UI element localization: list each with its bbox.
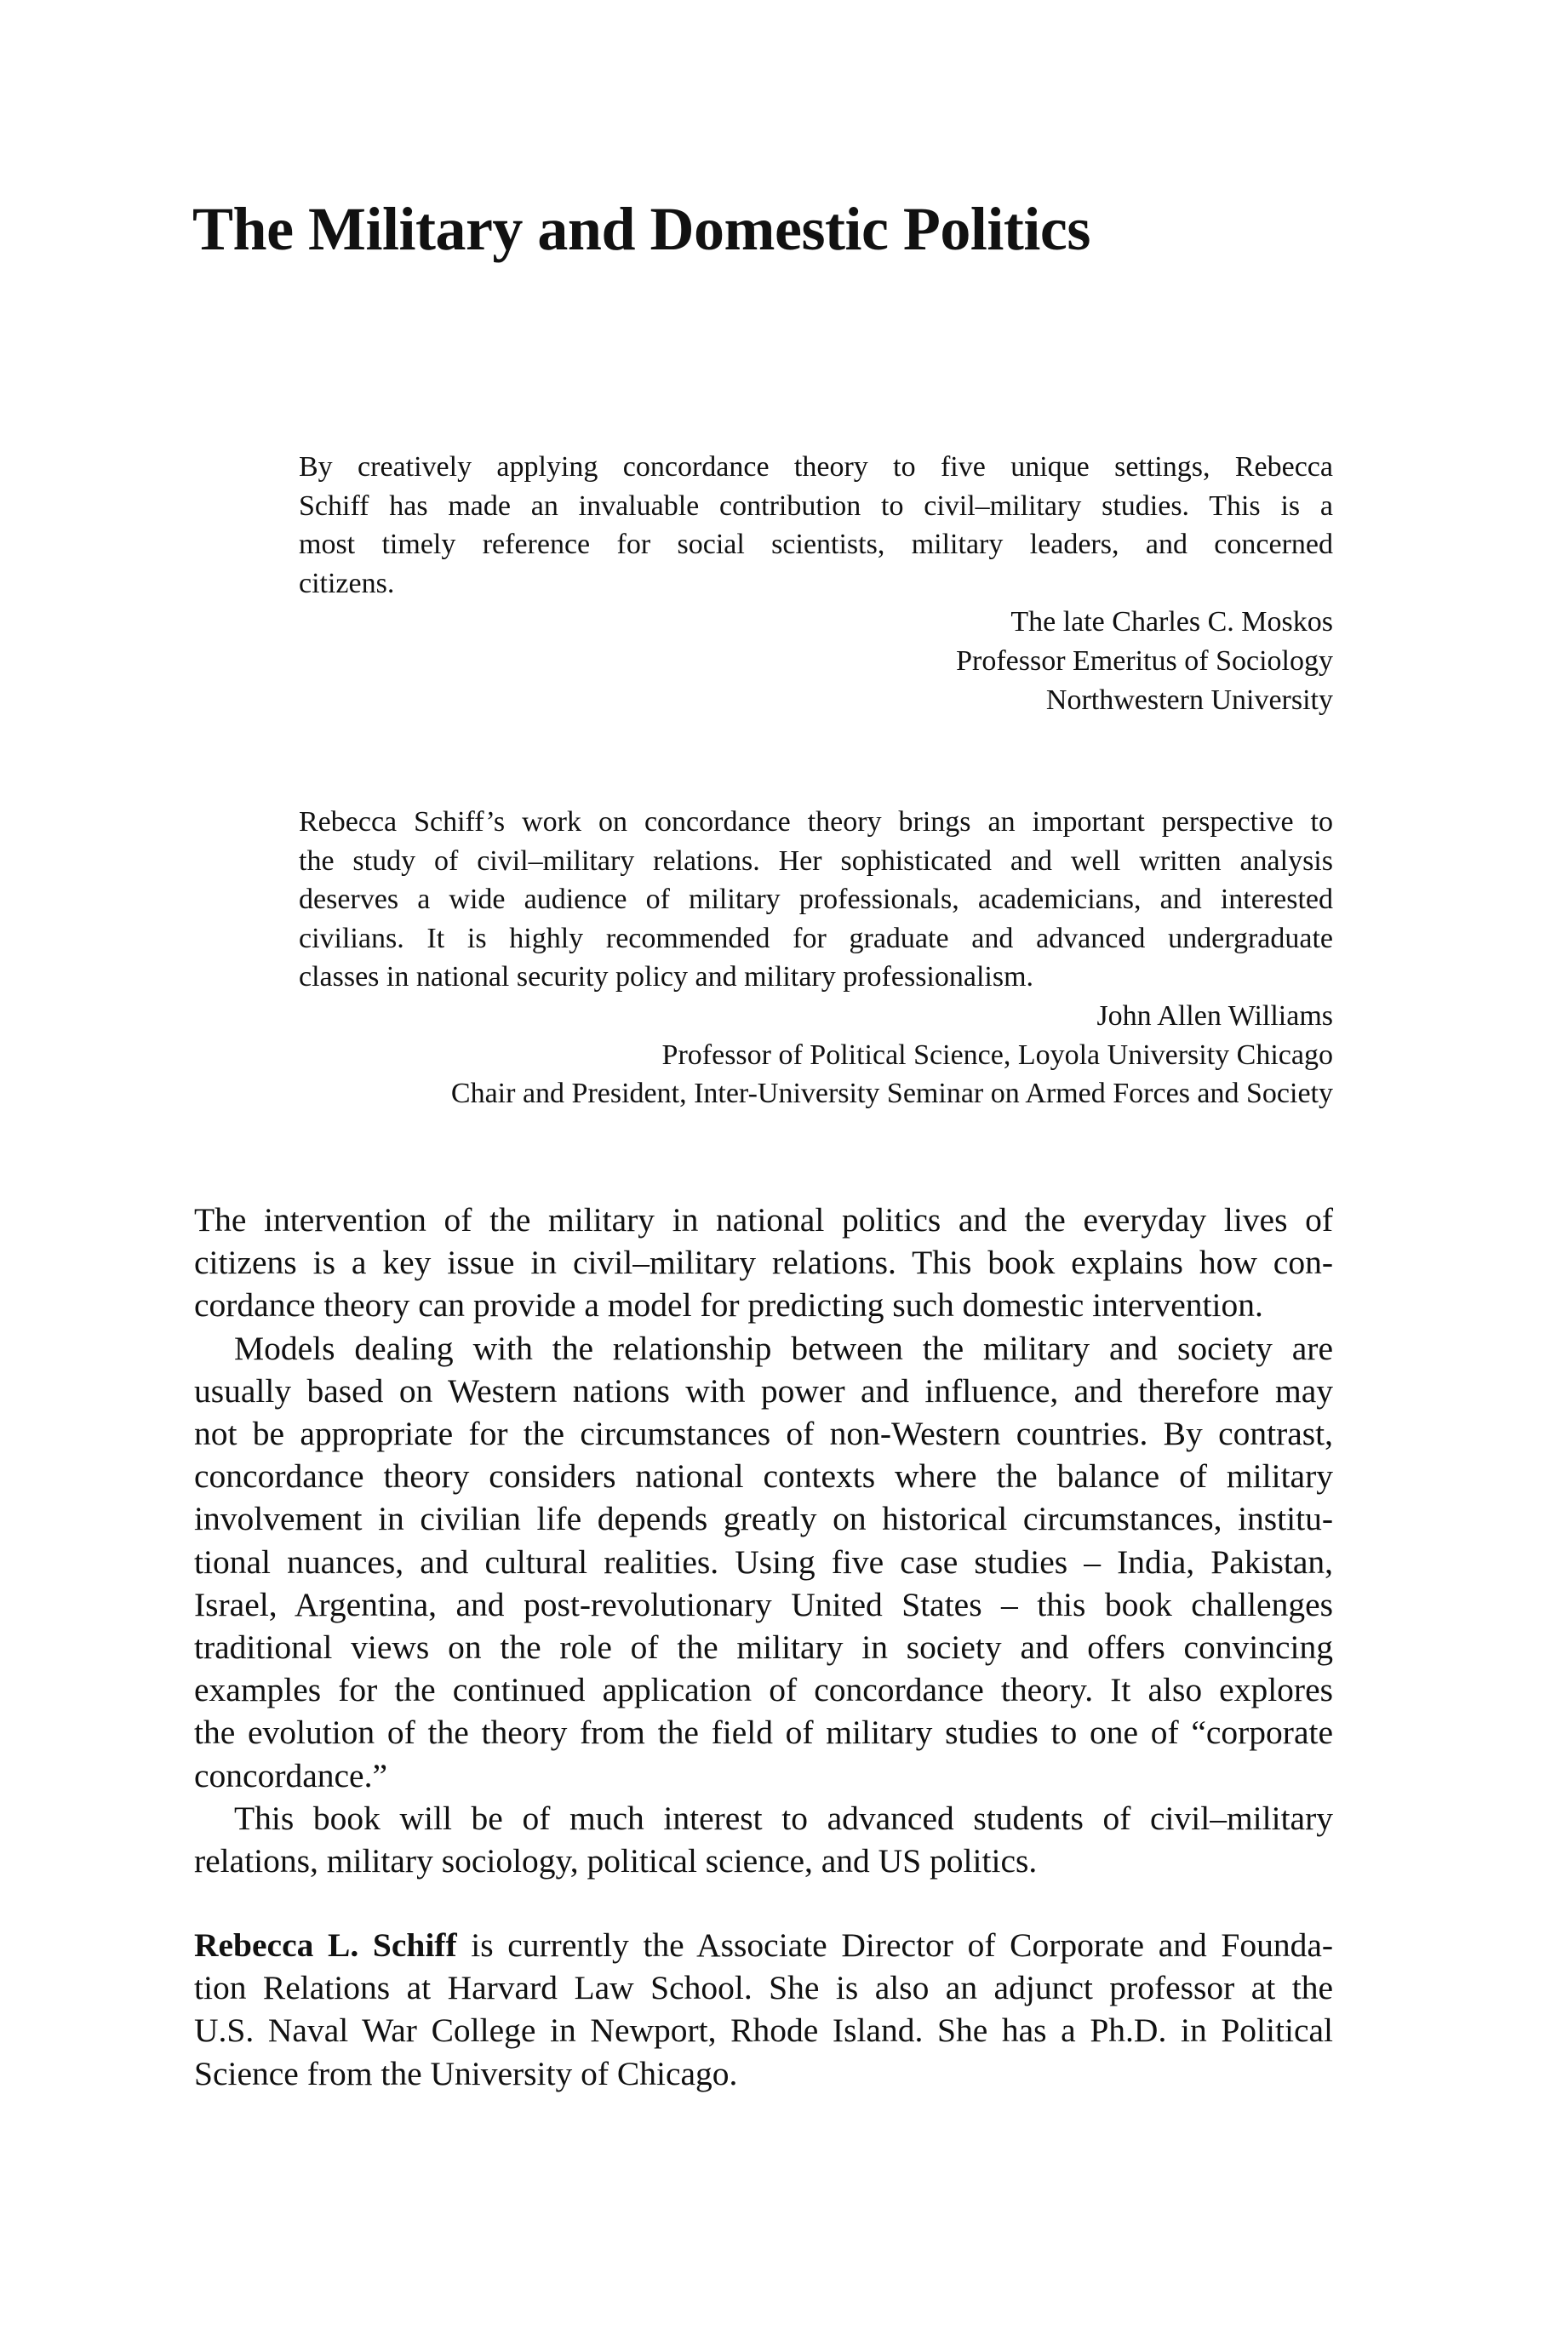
quote-line: deserves a wide audience of military professionals, academicians, and interested (299, 884, 1333, 916)
quote-line: most timely reference for social scientists, military leaders, and concerned (299, 529, 1333, 561)
endorsement-williams (299, 803, 1333, 1113)
quote-line: Schiff has made an invaluable contribution to civil–military studies. This is a (299, 489, 1333, 522)
description-line: not be appropriate for the circumstances of non-Western countries. By contrast, (194, 1415, 1333, 1453)
quote-line: the study of civil–military relations. Her sophisticated and well written analysis (299, 844, 1333, 877)
bio-line: U.S. Naval War College in Newport, Rhode Island. She has a Ph.D. in Political (194, 2012, 1333, 2050)
author-name: Rebecca L. Schiff (194, 1926, 457, 1964)
book-description (194, 1199, 1333, 1882)
page-title: The Military and Domestic Politics (192, 195, 1090, 263)
attribution-name: The late Charles C. Moskos (1010, 606, 1333, 638)
quote-line: citizens. (299, 567, 395, 599)
author-bio (194, 1924, 1333, 2095)
quote-line: classes in national security policy and military professionalism. (299, 961, 1034, 993)
description-line: usually based on Western nations with power and influence, and therefore may (194, 1371, 1333, 1410)
description-line: citizens is a key issue in civil–military relations. This book explains how con- (194, 1244, 1333, 1282)
description-line: tional nuances, and cultural realities. Using five case studies – India, Pakistan, (194, 1542, 1333, 1581)
bio-line (194, 1924, 1333, 1966)
bio-text: is currently the Associate Director of Corporate and Founda- (456, 1926, 1334, 1964)
quote-line: civilians. It is highly recommended for graduate and advanced undergraduate (299, 922, 1333, 954)
description-line: examples for the continued application of concordance theory. It also explores (194, 1671, 1333, 1709)
attribution-affiliation: Chair and President, Inter-University Seminar on Armed Forces and Society (450, 1078, 1333, 1110)
attribution-name: John Allen Williams (1096, 999, 1333, 1032)
description-line: cordance theory can provide a model for predicting such domestic intervention. (194, 1286, 1263, 1325)
description-line: involvement in civilian life depends greatly on historical circumstances, institu- (194, 1500, 1333, 1538)
attribution-title: Professor Emeritus of Sociology (956, 644, 1333, 677)
description-line: concordance theory considers national contexts where the balance of military (194, 1457, 1333, 1496)
description-line: traditional views on the role of the military in society and offers convincing (194, 1628, 1333, 1667)
description-line: concordance.” (194, 1756, 387, 1794)
bio-line: Science from the University of Chicago. (194, 2054, 738, 2092)
attribution-affiliation: Northwestern University (1045, 684, 1333, 716)
attribution-title: Professor of Political Science, Loyola University Chicago (661, 1039, 1333, 1071)
bio-line: tion Relations at Harvard Law School. She is also an adjunct professor at the (194, 1969, 1333, 2007)
description-line: relations, military sociology, political science, and US politics. (194, 1842, 1038, 1880)
description-line: Israel, Argentina, and post-revolutionary United States – this book challenges (194, 1585, 1333, 1623)
description-line: Models dealing with the relationship between the military and society are (234, 1329, 1333, 1367)
quote-line: Rebecca Schiff’s work on concordance theory brings an important perspective to (299, 806, 1333, 838)
description-line: This book will be of much interest to advanced students of civil–military (234, 1799, 1333, 1837)
endorsement-moskos (299, 448, 1333, 719)
description-line: The intervention of the military in national politics and the everyday lives of (194, 1201, 1333, 1239)
quote-line: By creatively applying concordance theory to five unique settings, Rebecca (299, 451, 1333, 483)
description-line: the evolution of the theory from the field of military studies to one of “corporate (194, 1714, 1333, 1752)
